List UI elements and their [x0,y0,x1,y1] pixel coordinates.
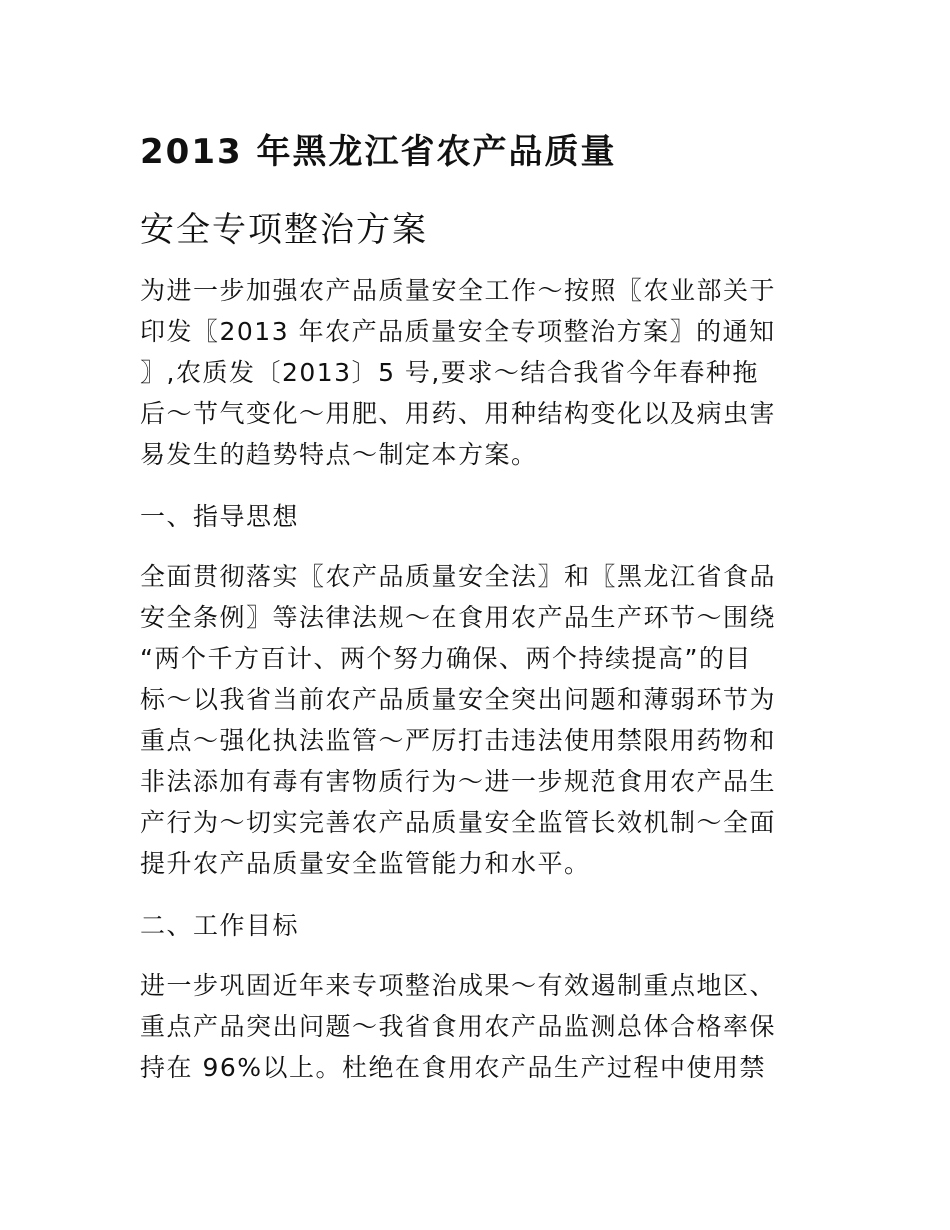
paragraph-line: 安全条例〗等法律法规～在食用农产品生产环节～围绕 [140,603,777,632]
intro-line: 为进一步加强农产品质量安全工作～按照〖农业部关于 [140,276,777,305]
intro-paragraph [140,270,820,475]
guiding-thought-paragraph [140,556,820,884]
paragraph-line: “两个千方百计、两个努力确保、两个持续提高”的目 [140,644,752,673]
document-title-line-1: 2013 年黑龙江省农产品质量 [140,132,617,172]
paragraph-line: 全面贯彻落实〖农产品质量安全法〗和〖黑龙江省食品 [140,562,777,591]
work-goals-paragraph [140,965,820,1088]
intro-line: 后～节气变化～用肥、用药、用种结构变化以及病虫害 [140,399,777,428]
section-heading-work-goals: 二、工作目标 [140,911,300,940]
section-heading-guiding-thought: 一、指导思想 [140,502,300,531]
intro-line: 〗,农质发〔2013〕5 号,要求～结合我省今年春种拖 [140,358,759,387]
paragraph-line: 标～以我省当前农产品质量安全突出问题和薄弱环节为 [140,685,777,714]
paragraph-line: 重点～强化执法监管～严厉打击违法使用禁限用药物和 [140,726,777,755]
intro-line: 印发〖2013 年农产品质量安全专项整治方案〗的通知 [140,317,776,346]
document-title-line-2: 安全专项整治方案 [140,210,428,250]
paragraph-line: 进一步巩固近年来专项整治成果～有效遏制重点地区、 [140,971,777,1000]
paragraph-line: 产行为～切实完善农产品质量安全监管长效机制～全面 [140,808,777,837]
intro-line: 易发生的趋势特点～制定本方案。 [140,440,538,469]
paragraph-line: 持在 96%以上。杜绝在食用农产品生产过程中使用禁 [140,1053,767,1082]
paragraph-line: 非法添加有毒有害物质行为～进一步规范食用农产品生 [140,767,777,796]
paragraph-line: 重点产品突出问题～我省食用农产品监测总体合格率保 [140,1012,777,1041]
paragraph-line: 提升农产品质量安全监管能力和水平。 [140,849,591,878]
